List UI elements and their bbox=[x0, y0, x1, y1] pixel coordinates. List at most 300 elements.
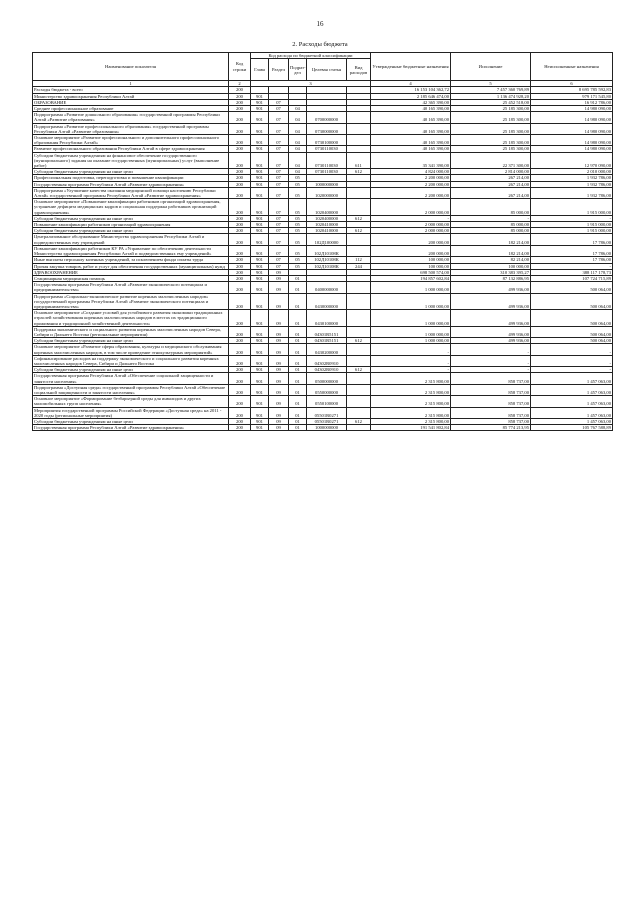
page-number: 16 bbox=[316, 20, 324, 28]
table-row bbox=[33, 199, 613, 216]
row-name: Подпрограмма «Доступная среда» государственной программы Республики Алтай «Обеспечение социальной защищенности и занятости населения» bbox=[33, 384, 229, 395]
table-row bbox=[33, 263, 613, 269]
row-expense-type bbox=[347, 112, 371, 123]
row-subsection: 04 bbox=[289, 112, 307, 123]
row-target-item: 04301R5151 bbox=[307, 326, 347, 337]
row-line-code: 200 bbox=[229, 263, 251, 269]
row-executed: 499 936,00 bbox=[451, 310, 531, 327]
row-unexecuted: 1 457 063,00 bbox=[531, 418, 613, 424]
table-row bbox=[33, 234, 613, 245]
row-section: 07 bbox=[269, 152, 289, 169]
table-row bbox=[33, 355, 613, 366]
row-name: Основное мероприятие «Формирование безбарьерной среды для инвалидов и других маломобильных групп населения» bbox=[33, 396, 229, 407]
row-name: Государственная программа Республики Алтай «Развитие здравоохранения» bbox=[33, 181, 229, 187]
row-chapter: 901 bbox=[251, 425, 269, 431]
table-row bbox=[33, 187, 613, 198]
row-name: Субсидии бюджетным учреждениям на иные цели bbox=[33, 418, 229, 424]
row-section: 09 bbox=[269, 355, 289, 366]
row-expense-type: 612 bbox=[347, 418, 371, 424]
header-indicator: Наименование показателя bbox=[33, 53, 229, 81]
row-subsection: 01 bbox=[289, 367, 307, 373]
row-executed: 85 000,00 bbox=[451, 222, 531, 228]
row-subsection: 05 bbox=[289, 187, 307, 198]
row-target-item: 102Д10108К bbox=[307, 245, 347, 256]
row-chapter: 901 bbox=[251, 367, 269, 373]
row-subsection: 05 bbox=[289, 245, 307, 256]
row-chapter: 901 bbox=[251, 152, 269, 169]
row-approved: 100 000,00 bbox=[371, 263, 451, 269]
row-expense-type: 611 bbox=[347, 152, 371, 169]
row-approved: 2 315 800,00 bbox=[371, 373, 451, 384]
row-unexecuted: 14 980 090,00 bbox=[531, 135, 613, 146]
row-unexecuted: 1 915 000,00 bbox=[531, 199, 613, 216]
row-chapter: 901 bbox=[251, 293, 269, 310]
row-line-code: 200 bbox=[229, 199, 251, 216]
row-unexecuted: 107 724 715,89 bbox=[531, 275, 613, 281]
table-row bbox=[33, 407, 613, 418]
row-executed: 7 457 360 769,89 bbox=[451, 87, 531, 93]
row-executed: 25 185 300,00 bbox=[451, 135, 531, 146]
row-subsection: 01 bbox=[289, 425, 307, 431]
row-unexecuted: 17 786,00 bbox=[531, 234, 613, 245]
row-section: 09 bbox=[269, 282, 289, 293]
row-line-code: 200 bbox=[229, 384, 251, 395]
row-expense-type bbox=[347, 384, 371, 395]
row-line-code: 200 bbox=[229, 367, 251, 373]
row-chapter: 901 bbox=[251, 263, 269, 269]
row-expense-type bbox=[347, 282, 371, 293]
row-name: Софинансирование расходов на поддержку экономического и социального развития коренных малочисленных народов Севера, Сибири и Дальнего Востока bbox=[33, 355, 229, 366]
row-target-item: 102Д100000 bbox=[307, 234, 347, 245]
row-section: 09 bbox=[269, 418, 289, 424]
row-target-item: 1020400000 bbox=[307, 215, 347, 221]
row-chapter: 901 bbox=[251, 269, 269, 275]
row-unexecuted: - bbox=[531, 215, 613, 221]
row-unexecuted: 500 064,00 bbox=[531, 338, 613, 344]
row-line-code: 200 bbox=[229, 407, 251, 418]
row-subsection: 01 bbox=[289, 282, 307, 293]
row-name: Иные выплаты персоналу казенных учреждений, за исключением фонда оплаты труда bbox=[33, 257, 229, 263]
row-section: 07 bbox=[269, 257, 289, 263]
row-line-code: 200 bbox=[229, 228, 251, 234]
row-approved: 2 200 000,00 bbox=[371, 175, 451, 181]
row-subsection: 05 bbox=[289, 199, 307, 216]
row-executed: - bbox=[451, 367, 531, 373]
row-line-code: 200 bbox=[229, 169, 251, 175]
row-executed: 858 737,00 bbox=[451, 373, 531, 384]
table-row bbox=[33, 282, 613, 293]
row-approved: 1 000 000,00 bbox=[371, 326, 451, 337]
table-row bbox=[33, 222, 613, 228]
row-approved: 1 000 000,00 bbox=[371, 282, 451, 293]
row-subsection: 04 bbox=[289, 123, 307, 134]
row-section: 07 bbox=[269, 222, 289, 228]
row-section: 07 bbox=[269, 169, 289, 175]
row-name: ЗДРАВООХРАНЕНИЕ bbox=[33, 269, 229, 275]
row-target-item: 1020000000 bbox=[307, 187, 347, 198]
row-executed: 82 214,00 bbox=[451, 257, 531, 263]
row-section: 09 bbox=[269, 326, 289, 337]
row-approved: 2 315 800,00 bbox=[371, 418, 451, 424]
row-section: 09 bbox=[269, 269, 289, 275]
row-name: Субсидии бюджетным учреждениям на иные цели bbox=[33, 169, 229, 175]
row-target-item: 0430000000 bbox=[307, 293, 347, 310]
row-chapter: 901 bbox=[251, 338, 269, 344]
row-line-code: 200 bbox=[229, 106, 251, 112]
table-row bbox=[33, 344, 613, 355]
row-expense-type bbox=[347, 187, 371, 198]
row-expense-type bbox=[347, 123, 371, 134]
row-subsection: 01 bbox=[289, 407, 307, 418]
section-title: 2. Расходы бюджета bbox=[292, 41, 348, 48]
row-section: 07 bbox=[269, 215, 289, 221]
row-executed: 25 185 300,00 bbox=[451, 146, 531, 152]
row-expense-type: 612 bbox=[347, 367, 371, 373]
header-section: Раздел bbox=[269, 59, 289, 81]
row-subsection: 01 bbox=[289, 373, 307, 384]
row-target-item: 04302R0910 bbox=[307, 355, 347, 366]
row-line-code: 200 bbox=[229, 310, 251, 327]
table-row bbox=[33, 310, 613, 327]
budget-expenses-table bbox=[32, 52, 613, 431]
row-approved: 2 000 000,00 bbox=[371, 222, 451, 228]
row-target-item: 0730110030 bbox=[307, 146, 347, 152]
row-section: 09 bbox=[269, 384, 289, 395]
row-chapter: 901 bbox=[251, 199, 269, 216]
row-approved: 1 000 000,00 bbox=[371, 338, 451, 344]
header-unexecuted: Неисполненные назначения bbox=[531, 53, 613, 81]
header-target-item: Целевая статья bbox=[307, 59, 347, 81]
row-name: Стационарная медицинская помощь bbox=[33, 275, 229, 281]
row-target-item: 102Д10108К bbox=[307, 263, 347, 269]
row-name: Субсидии бюджетным учреждениям на иные цели bbox=[33, 367, 229, 373]
row-approved: - bbox=[371, 215, 451, 221]
row-chapter: 901 bbox=[251, 228, 269, 234]
row-section: 09 bbox=[269, 425, 289, 431]
row-chapter: 901 bbox=[251, 355, 269, 366]
row-expense-type bbox=[347, 425, 371, 431]
row-section: 09 bbox=[269, 373, 289, 384]
row-line-code: 200 bbox=[229, 152, 251, 169]
row-approved: 2 200 000,00 bbox=[371, 187, 451, 198]
row-subsection: 04 bbox=[289, 135, 307, 146]
row-subsection: 01 bbox=[289, 355, 307, 366]
row-chapter: 901 bbox=[251, 215, 269, 221]
row-target-item: 0400000000 bbox=[307, 282, 347, 293]
row-name: Среднее профессиональное образование bbox=[33, 106, 229, 112]
row-approved: 16 153 104 362,72 bbox=[371, 87, 451, 93]
row-executed: 858 737,00 bbox=[451, 396, 531, 407]
table-row bbox=[33, 384, 613, 395]
row-subsection: 05 bbox=[289, 234, 307, 245]
row-chapter: 901 bbox=[251, 344, 269, 355]
row-name: Государственная программа Республики Алтай «Развитие экономического потенциала и предпринимательства» bbox=[33, 282, 229, 293]
row-name: Основное мероприятие «Повышение квалификации работников организаций здравоохранения, устранение дефицита медицинских кадров и социальная поддержка работников организаций здравоохранения» bbox=[33, 199, 229, 216]
row-subsection: 04 bbox=[289, 169, 307, 175]
row-executed: 85 000,00 bbox=[451, 228, 531, 234]
row-expense-type: 612 bbox=[347, 338, 371, 344]
row-approved: 1 000 000,00 bbox=[371, 310, 451, 327]
row-expense-type bbox=[347, 293, 371, 310]
row-unexecuted: 1 932 786,00 bbox=[531, 175, 613, 181]
row-name: Централизованное обслуживание Министерства здравоохранения Республики Алтай и подведомственных ему учреждений bbox=[33, 234, 229, 245]
row-expense-type bbox=[347, 234, 371, 245]
header-chapter: Глава bbox=[251, 59, 269, 81]
row-expense-type: 112 bbox=[347, 257, 371, 263]
row-subsection: 01 bbox=[289, 384, 307, 395]
header-line-code: Код строки bbox=[229, 53, 251, 81]
row-approved: 2 315 800,00 bbox=[371, 396, 451, 407]
row-subsection: 05 bbox=[289, 263, 307, 269]
row-target-item: 1000000000 bbox=[307, 181, 347, 187]
row-unexecuted: 500 064,00 bbox=[531, 326, 613, 337]
row-line-code: 200 bbox=[229, 175, 251, 181]
row-approved: 2 000 000,00 bbox=[371, 228, 451, 234]
row-subsection: 01 bbox=[289, 310, 307, 327]
row-unexecuted: 17 786,00 bbox=[531, 257, 613, 263]
header-subsection: Подраз-дел bbox=[289, 59, 307, 81]
row-unexecuted: 16 912 786,00 bbox=[531, 99, 613, 105]
row-approved: - bbox=[371, 344, 451, 355]
row-section: 07 bbox=[269, 199, 289, 216]
row-line-code: 200 bbox=[229, 293, 251, 310]
row-chapter: 901 bbox=[251, 222, 269, 228]
row-section: 09 bbox=[269, 310, 289, 327]
row-line-code: 200 bbox=[229, 187, 251, 198]
row-target-item: 0700000000 bbox=[307, 112, 347, 123]
row-executed: 499 936,00 bbox=[451, 282, 531, 293]
row-executed: 858 737,00 bbox=[451, 418, 531, 424]
table-row bbox=[33, 373, 613, 384]
row-approved: 200 000,00 bbox=[371, 234, 451, 245]
row-target-item: 0430100000 bbox=[307, 310, 347, 327]
row-name: Поддержка экономического и социального развития коренных малочисленных народов Севера, Сибири и Дальнего Востока (региональные мероприятия) bbox=[33, 326, 229, 337]
row-unexecuted: 105 767 588,89 bbox=[531, 425, 613, 431]
row-chapter: 901 bbox=[251, 135, 269, 146]
row-approved: - bbox=[371, 367, 451, 373]
row-line-code: 200 bbox=[229, 135, 251, 146]
row-subsection: 04 bbox=[289, 146, 307, 152]
row-unexecuted: - bbox=[531, 263, 613, 269]
row-section: 09 bbox=[269, 367, 289, 373]
row-target-item: 0730000000 bbox=[307, 123, 347, 134]
row-target-item: 0550000000 bbox=[307, 384, 347, 395]
row-approved: 2 315 800,00 bbox=[371, 407, 451, 418]
row-approved: 42 365 390,00 bbox=[371, 99, 451, 105]
table-row bbox=[33, 396, 613, 407]
row-executed: 1 136 474 928,20 bbox=[451, 93, 531, 99]
row-section: 07 bbox=[269, 263, 289, 269]
row-unexecuted: 17 786,00 bbox=[531, 245, 613, 256]
row-section: 07 bbox=[269, 135, 289, 146]
row-section: 07 bbox=[269, 123, 289, 134]
header-approved: Утвержденные бюджетные назначения bbox=[371, 53, 451, 81]
row-target-item: 1020410000 bbox=[307, 222, 347, 228]
row-approved: 200 000,00 bbox=[371, 245, 451, 256]
table-row bbox=[33, 228, 613, 234]
row-subsection: 04 bbox=[289, 152, 307, 169]
row-subsection: 01 bbox=[289, 338, 307, 344]
row-section: 07 bbox=[269, 112, 289, 123]
row-unexecuted: 1 457 063,00 bbox=[531, 396, 613, 407]
row-section: 09 bbox=[269, 344, 289, 355]
row-chapter: 901 bbox=[251, 146, 269, 152]
row-expense-type: 244 bbox=[347, 263, 371, 269]
row-line-code: 200 bbox=[229, 344, 251, 355]
row-target-item: 0730110030 bbox=[307, 152, 347, 169]
row-name: Основное мероприятие «Создание условий для устойчивого развития экономики традиционных отраслей хозяйствования коренных малочисленных народов в местах их традиционного проживания и традиционной хозяйственной деятельности» bbox=[33, 310, 229, 327]
row-unexecuted: 14 980 090,00 bbox=[531, 106, 613, 112]
row-name: Прочая закупка товаров, работ и услуг для обеспечения государственных (муниципальных) нужд bbox=[33, 263, 229, 269]
row-subsection: 01 bbox=[289, 418, 307, 424]
row-unexecuted: 14 980 090,00 bbox=[531, 146, 613, 152]
table-row bbox=[33, 152, 613, 169]
row-unexecuted: 2 010 000,00 bbox=[531, 169, 613, 175]
row-executed: 267 214,00 bbox=[451, 187, 531, 198]
row-chapter: 901 bbox=[251, 396, 269, 407]
row-target-item: 0550100000 bbox=[307, 396, 347, 407]
row-unexecuted: 1 457 063,00 bbox=[531, 373, 613, 384]
row-target-item: 0500000000 bbox=[307, 373, 347, 384]
row-unexecuted: 500 064,00 bbox=[531, 293, 613, 310]
row-unexecuted: 1 457 063,00 bbox=[531, 384, 613, 395]
row-approved: 40 165 390,00 bbox=[371, 112, 451, 123]
row-target-item: 0430200000 bbox=[307, 344, 347, 355]
row-line-code: 200 bbox=[229, 181, 251, 187]
table-row bbox=[33, 123, 613, 134]
row-target-item: 1020410000 bbox=[307, 228, 347, 234]
row-executed: 2 814 000,00 bbox=[451, 169, 531, 175]
row-unexecuted: 1 457 063,00 bbox=[531, 407, 613, 418]
row-approved: 40 165 390,00 bbox=[371, 106, 451, 112]
row-line-code: 200 bbox=[229, 222, 251, 228]
row-approved: 40 165 390,00 bbox=[371, 123, 451, 134]
row-subsection: 01 bbox=[289, 344, 307, 355]
row-unexecuted: - bbox=[531, 344, 613, 355]
row-subsection: 01 bbox=[289, 326, 307, 337]
row-line-code: 200 bbox=[229, 112, 251, 123]
row-name: Государственная программа Республики Алтай «Обеспечение социальной защищенности и занятости населения» bbox=[33, 373, 229, 384]
row-subsection: 01 bbox=[289, 275, 307, 281]
table-row bbox=[33, 326, 613, 337]
row-section: 07 bbox=[269, 187, 289, 198]
row-subsection: 05 bbox=[289, 228, 307, 234]
row-expense-type bbox=[347, 199, 371, 216]
row-unexecuted: 388 117 178,73 bbox=[531, 269, 613, 275]
row-line-code: 200 bbox=[229, 396, 251, 407]
row-name: Мероприятия государственной программы Российской Федерации «Доступная среда» на 2011 - 2020 годы (региональные мероприятия) bbox=[33, 407, 229, 418]
row-executed: 22 371 300,00 bbox=[451, 152, 531, 169]
row-target-item: 1000000000 bbox=[307, 425, 347, 431]
row-unexecuted: 500 064,00 bbox=[531, 282, 613, 293]
row-section: 07 bbox=[269, 245, 289, 256]
row-target-item: 04302R0910 bbox=[307, 367, 347, 373]
table-body bbox=[33, 87, 613, 431]
row-chapter: 901 bbox=[251, 282, 269, 293]
row-section: 07 bbox=[269, 146, 289, 152]
row-subsection: 05 bbox=[289, 257, 307, 263]
row-line-code: 200 bbox=[229, 123, 251, 134]
row-executed: 85 774 213,95 bbox=[451, 425, 531, 431]
row-section: 07 bbox=[269, 234, 289, 245]
row-approved: 2 315 800,00 bbox=[371, 384, 451, 395]
row-line-code: 200 bbox=[229, 245, 251, 256]
row-section: 07 bbox=[269, 106, 289, 112]
row-approved: 40 165 390,00 bbox=[371, 146, 451, 152]
row-name: ОБРАЗОВАНИЕ bbox=[33, 99, 229, 105]
row-name: Повышение квалификации работников организаций здравоохранения bbox=[33, 222, 229, 228]
row-name: Подпрограмма «Социально-экономическое развитие коренных малочисленных народов» государственной программы Республики Алтай «Развитие экономического потенциала и предпринимательства» bbox=[33, 293, 229, 310]
row-chapter: 901 bbox=[251, 175, 269, 181]
header-budget-class: Код расхода по бюджетной классификации bbox=[251, 53, 371, 59]
row-executed: 499 936,00 bbox=[451, 338, 531, 344]
row-line-code: 200 bbox=[229, 326, 251, 337]
row-executed: 267 214,00 bbox=[451, 175, 531, 181]
row-chapter: 901 bbox=[251, 187, 269, 198]
row-line-code: 200 bbox=[229, 373, 251, 384]
row-name: Расходы бюджета - всего bbox=[33, 87, 229, 93]
row-approved: 2 200 000,00 bbox=[371, 181, 451, 187]
row-approved: 35 341 390,00 bbox=[371, 152, 451, 169]
row-expense-type bbox=[347, 396, 371, 407]
row-section: 09 bbox=[269, 275, 289, 281]
table-row bbox=[33, 181, 613, 187]
row-line-code: 200 bbox=[229, 355, 251, 366]
row-subsection: 05 bbox=[289, 215, 307, 221]
row-chapter: 901 bbox=[251, 169, 269, 175]
row-line-code: 200 bbox=[229, 93, 251, 99]
row-chapter: 901 bbox=[251, 112, 269, 123]
row-approved: 191 541 802,84 bbox=[371, 425, 451, 431]
row-executed: - bbox=[451, 355, 531, 366]
row-executed: 310 383 395,27 bbox=[451, 269, 531, 275]
row-approved: 40 165 390,00 bbox=[371, 135, 451, 146]
row-expense-type: 612 bbox=[347, 215, 371, 221]
table-row bbox=[33, 338, 613, 344]
table-row bbox=[33, 112, 613, 123]
row-executed: 267 214,00 bbox=[451, 181, 531, 187]
row-chapter: 901 bbox=[251, 407, 269, 418]
row-executed: 858 737,00 bbox=[451, 407, 531, 418]
row-executed: 858 737,00 bbox=[451, 384, 531, 395]
row-unexecuted: 1 932 786,00 bbox=[531, 181, 613, 187]
row-approved: 4 824 000,00 bbox=[371, 169, 451, 175]
row-section: 07 bbox=[269, 228, 289, 234]
row-approved: - bbox=[371, 355, 451, 366]
table-row bbox=[33, 135, 613, 146]
row-section: 07 bbox=[269, 181, 289, 187]
row-name: Субсидии бюджетным учреждениям на иные цели bbox=[33, 338, 229, 344]
row-chapter: 901 bbox=[251, 384, 269, 395]
row-section: 07 bbox=[269, 99, 289, 105]
row-name: Профессиональная подготовка, переподготовка и повышение квалификации bbox=[33, 175, 229, 181]
index-cell: 1 bbox=[33, 81, 229, 87]
row-chapter: 901 bbox=[251, 257, 269, 263]
row-executed: 499 936,00 bbox=[451, 326, 531, 337]
row-unexecuted: 8 695 785 592,83 bbox=[531, 87, 613, 93]
row-subsection: 05 bbox=[289, 181, 307, 187]
row-chapter: 901 bbox=[251, 99, 269, 105]
row-name: Субсидии бюджетным учреждениям на иные цели bbox=[33, 228, 229, 234]
row-unexecuted: 1 915 000,00 bbox=[531, 228, 613, 234]
row-executed: 182 214,00 bbox=[451, 245, 531, 256]
row-section: 09 bbox=[269, 407, 289, 418]
row-executed: 25 185 300,00 bbox=[451, 112, 531, 123]
row-line-code: 200 bbox=[229, 215, 251, 221]
row-executed: 499 936,00 bbox=[451, 293, 531, 310]
row-approved: 2 185 646 474,00 bbox=[371, 93, 451, 99]
row-line-code: 200 bbox=[229, 282, 251, 293]
